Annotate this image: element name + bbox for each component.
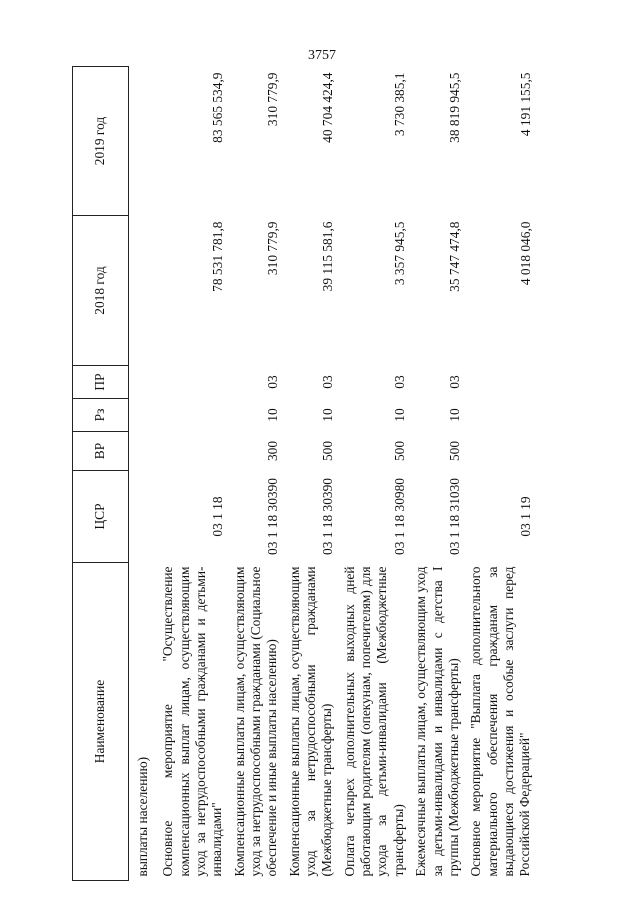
row-2018 bbox=[129, 216, 158, 366]
row-vr bbox=[157, 432, 228, 471]
table-row bbox=[339, 67, 410, 881]
table-row bbox=[157, 67, 228, 881]
row-name: Компенсационные выплаты лицам, осуществляющим уход за нетрудоспособными гражданами (Социальное обеспечение и иные выплаты населению) bbox=[231, 566, 280, 877]
row-pr bbox=[129, 366, 158, 399]
header-pr: ПР bbox=[73, 366, 129, 399]
budget-table-container bbox=[72, 67, 598, 881]
row-2019: 83 565 534,9 bbox=[210, 72, 226, 143]
row-2018: 78 531 781,8 bbox=[210, 221, 226, 292]
row-rz: 10 bbox=[446, 408, 462, 422]
row-csr: 03 1 18 30980 bbox=[391, 478, 407, 555]
row-rz bbox=[129, 399, 158, 432]
table-header bbox=[73, 67, 129, 881]
row-2018: 35 747 474,8 bbox=[446, 221, 462, 292]
page-number: 3757 bbox=[308, 48, 336, 63]
row-csr: 03 1 18 30390 bbox=[265, 478, 281, 555]
table-row bbox=[229, 67, 284, 881]
row-2019: 4 191 155,5 bbox=[518, 72, 534, 137]
row-csr: 03 1 18 30390 bbox=[320, 478, 336, 555]
row-pr: 03 bbox=[320, 375, 336, 389]
row-csr bbox=[129, 471, 158, 563]
row-rz bbox=[465, 399, 536, 432]
row-rz: 10 bbox=[265, 408, 281, 422]
row-rz bbox=[157, 399, 228, 432]
row-csr: 03 1 19 bbox=[518, 496, 534, 537]
row-2018: 3 357 945,5 bbox=[391, 221, 407, 286]
row-2019: 310 779,9 bbox=[265, 72, 281, 127]
row-2019: 40 704 424,4 bbox=[320, 72, 336, 143]
rotated-page-content bbox=[72, 67, 598, 881]
row-pr: 03 bbox=[446, 375, 462, 389]
row-vr: 500 bbox=[446, 440, 462, 462]
row-pr bbox=[157, 366, 228, 399]
row-2019: 38 819 945,5 bbox=[446, 72, 462, 143]
header-csr: ЦСР bbox=[73, 471, 129, 563]
row-name: Ежемесячные выплаты лицам, осуществляющим уход за детьми-инвалидами и инвалидами с детства I группы (Межбюджетные трансферты) bbox=[413, 566, 461, 877]
table-row bbox=[410, 67, 465, 881]
table-row bbox=[284, 67, 339, 881]
row-2018: 39 115 581,6 bbox=[320, 221, 336, 292]
row-rz: 10 bbox=[320, 408, 336, 422]
row-name: Оплата четырех дополнительных выходных дней работающим родителям (опекунам, попечителям) для ухода за детьми-инвалидами (Межбюджетные трансферты) bbox=[341, 566, 406, 877]
row-2019 bbox=[129, 67, 158, 216]
row-vr bbox=[465, 432, 536, 471]
row-vr: 500 bbox=[391, 440, 407, 462]
header-2018: 2018 год bbox=[73, 216, 129, 366]
header-name: Наименование bbox=[73, 563, 129, 881]
row-2019: 3 730 385,1 bbox=[391, 72, 407, 137]
row-vr: 500 bbox=[320, 440, 336, 462]
row-rz: 10 bbox=[391, 408, 407, 422]
row-name: Основное мероприятие "Осуществление компенсационных выплат лицам, осуществляющим уход за нетрудоспособными гражданами и детьми-инвалидами" bbox=[160, 566, 225, 877]
table-row bbox=[129, 67, 158, 881]
row-csr: 03 1 18 bbox=[210, 496, 226, 537]
row-pr: 03 bbox=[391, 375, 407, 389]
budget-table bbox=[72, 66, 537, 881]
row-2018: 310 779,9 bbox=[265, 221, 281, 276]
row-name: Основное мероприятие "Выплата дополнительного материального обеспечения гражданам за выдающиеся достижения и особые заслуги перед Российской Федерацией" bbox=[468, 566, 533, 877]
row-pr bbox=[465, 366, 536, 399]
row-name: выплаты населению) bbox=[135, 756, 150, 877]
header-2019: 2019 год bbox=[73, 67, 129, 216]
header-vr: ВР bbox=[73, 432, 129, 471]
header-rz: Рз bbox=[73, 399, 129, 432]
table-body bbox=[129, 67, 537, 881]
row-vr bbox=[129, 432, 158, 471]
table-row bbox=[465, 67, 536, 881]
row-name: Компенсационные выплаты лицам, осуществляющим уход за нетрудоспособными гражданами (Межбюджетные трансферты) bbox=[286, 566, 335, 877]
header-row bbox=[73, 67, 129, 881]
row-pr: 03 bbox=[265, 375, 281, 389]
row-2018: 4 018 046,0 bbox=[518, 221, 534, 286]
row-csr: 03 1 18 31030 bbox=[446, 478, 462, 555]
row-vr: 300 bbox=[265, 440, 281, 462]
